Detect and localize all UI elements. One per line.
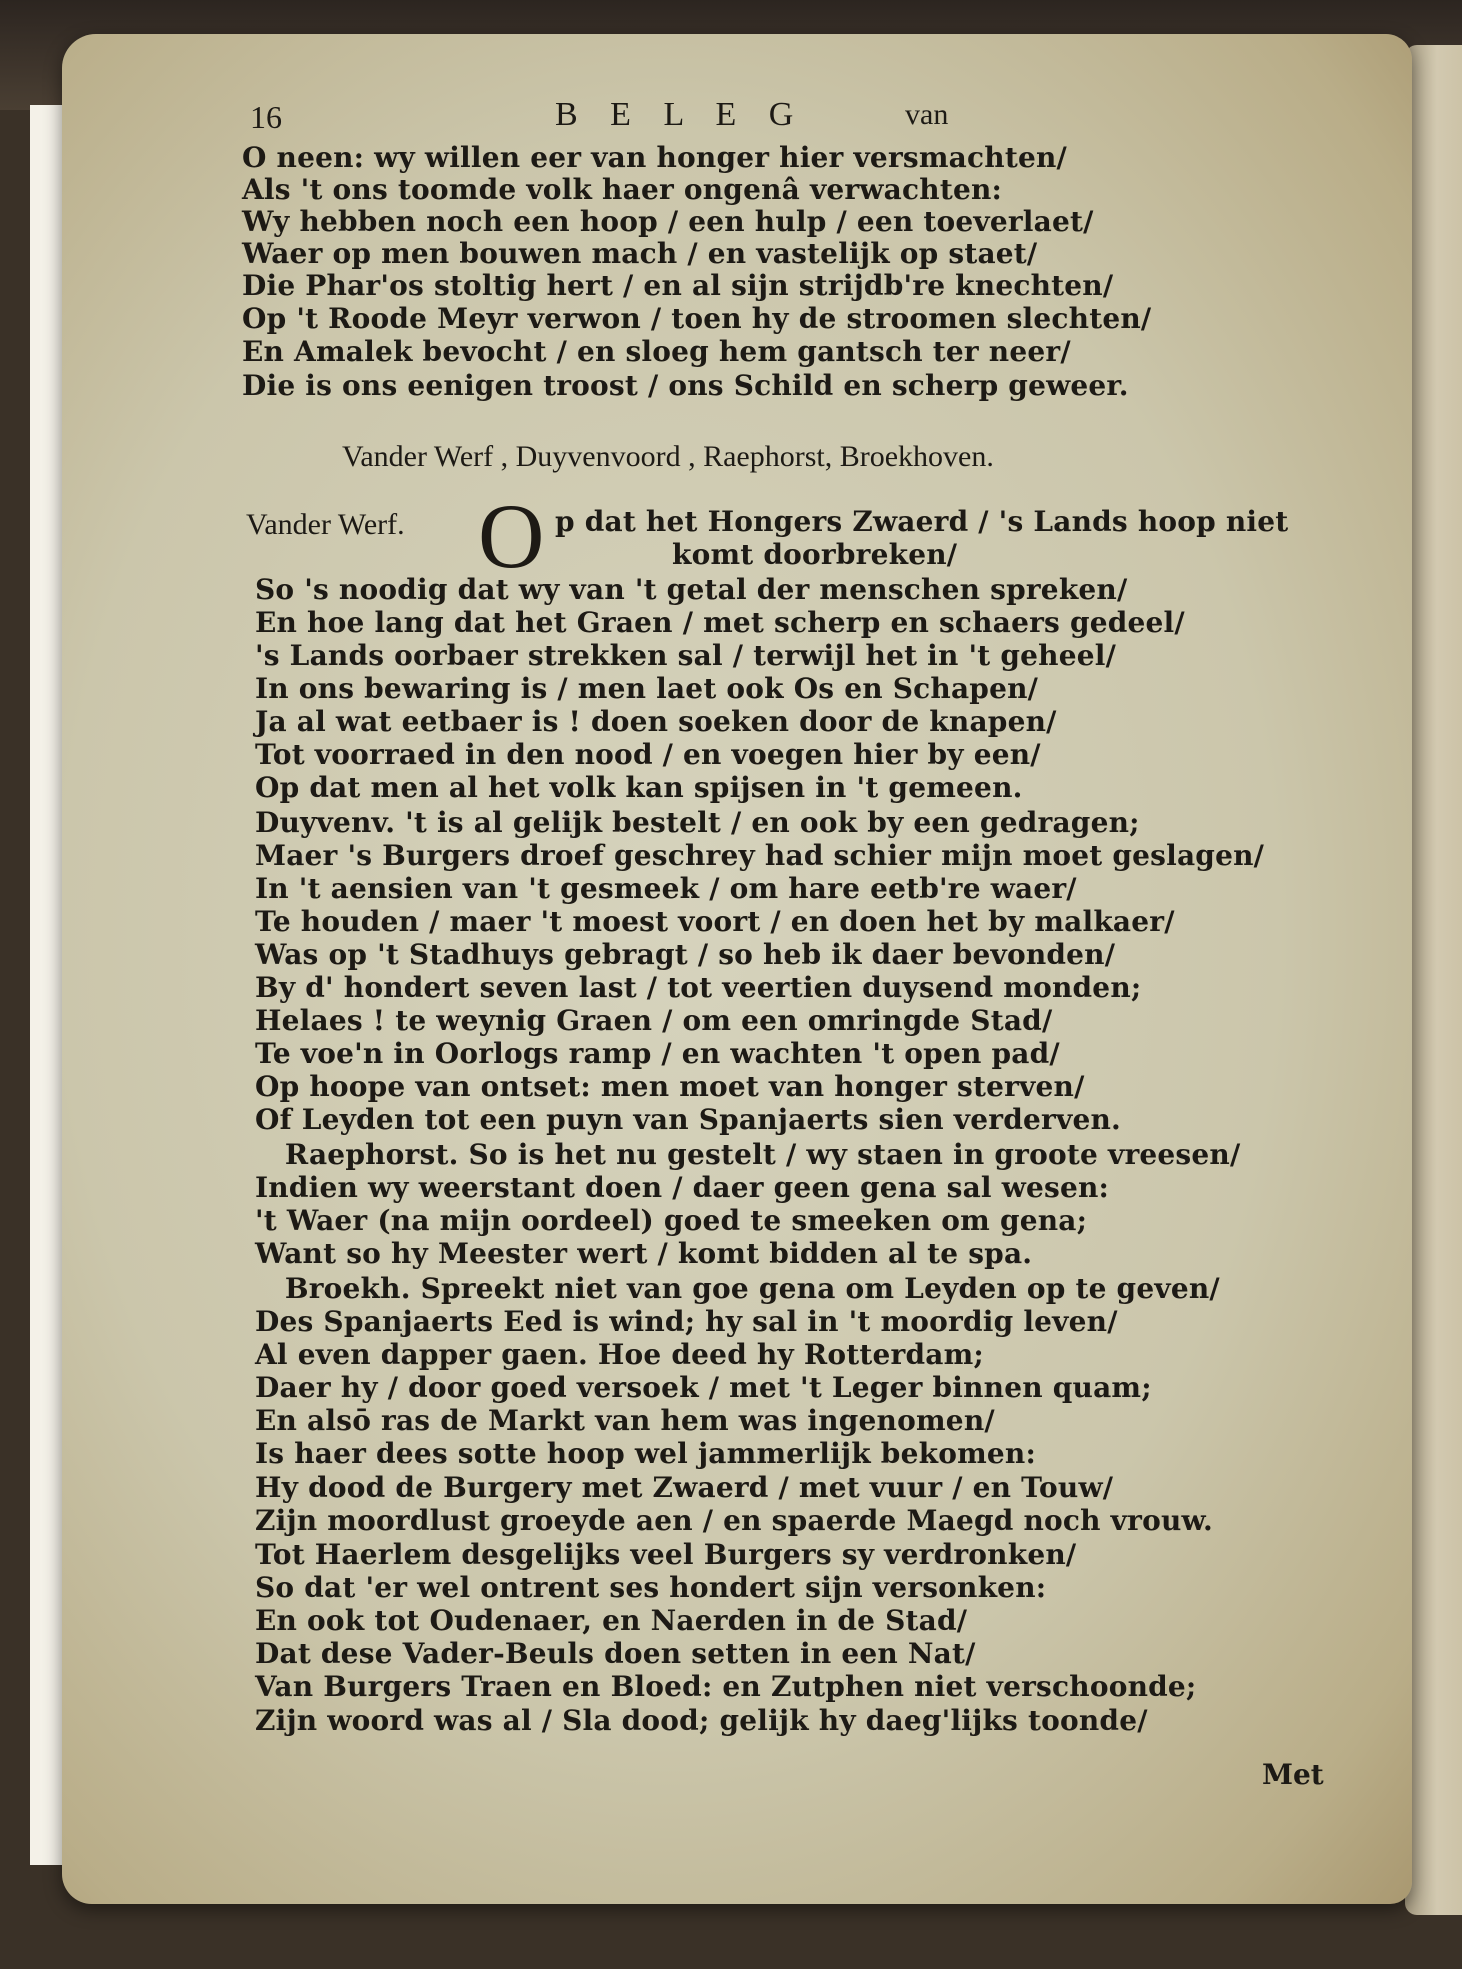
verse-line: Des Spanjaerts Eed is wind; hy sal in 't moordig leven/ [255,1305,1118,1338]
verse-line: Duyvenv. 't is al gelijk bestelt / en ook by een gedragen; [255,806,1140,839]
verse-line: En hoe lang dat het Graen / met scherp en schaers gedeel/ [255,606,1185,639]
verse-line: 's Lands oorbaer strekken sal / terwijl het in 't geheel/ [255,639,1116,672]
verse-line: Te houden / maer 't moest voort / en doen het by malkaer/ [255,905,1175,938]
running-head: B E L E G [555,96,806,133]
running-head-continuation: van [905,98,949,131]
verse-line: Zijn moordlust groeyde aen / en spaerde Maegd noch vrouw. [255,1504,1213,1537]
verse-line: Daer hy / door goed versoek / met 't Leger binnen quam; [255,1371,1152,1404]
verse-line: Of Leyden tot een puyn van Spanjaerts sien verderven. [255,1103,1121,1136]
verse-line: Die is ons eenigen troost / ons Schild en scherp geweer. [242,369,1129,402]
verse-line-first: p dat het Hongers Zwaerd / 's Lands hoop niet [555,505,1289,538]
verse-line: En alsō ras de Markt van hem was ingenomen/ [255,1404,995,1437]
page-number: 16 [250,99,282,135]
facing-page-edge [1405,45,1462,1915]
verse-line: Is haer dees sotte hoop wel jammerlijk bekomen: [255,1437,1036,1470]
verse-line: En ook tot Oudenaer, en Naerden in de Stad/ [255,1604,968,1637]
verse-line: En Amalek bevocht / en sloeg hem gantsch ter neer/ [242,335,1071,368]
verse-line: Ja al wat eetbaer is ! doen soeken door de knapen/ [255,705,1057,738]
verse-line: Op hoope van ontset: men moet van honger sterven/ [255,1070,1085,1103]
verse-line: Raephorst. So is het nu gestelt / wy staen in groote vreesen/ [255,1138,1241,1171]
verse-line: Want so hy Meester wert / komt bidden al te spa. [255,1237,1033,1270]
verse-line: Was op 't Stadhuys gebragt / so heb ik daer bevonden/ [255,938,1116,971]
catchword: Met [1262,1758,1324,1791]
verse-line: Indien wy weerstant doen / daer geen gena sal wesen: [255,1171,1110,1204]
verse-line: Op 't Roode Meyr verwon / toen hy de stroomen slechten/ [242,302,1152,335]
speakers-heading: Vander Werf , Duyvenvoord , Raephorst, Broekhoven. [342,440,994,473]
verse-line: Broekh. Spreekt niet van goe gena om Leyden op te geven/ [255,1272,1220,1305]
speaker-label: Vander Werf. [246,508,405,541]
verse-line: Die Phar'os stoltig hert / en al sijn strijdb're knechten/ [242,269,1114,302]
verse-line: Maer 's Burgers droef geschrey had schier mijn moet geslagen/ [255,839,1265,872]
verse-line: Op dat men al het volk kan spijsen in 't gemeen. [255,771,1023,804]
verse-line: In ons bewaring is / men laet ook Os en Schapen/ [255,672,1039,705]
verse-line: Al even dapper gaen. Hoe deed hy Rotterdam; [255,1338,984,1371]
verse-line: Te voe'n in Oorlogs ramp / en wachten 't open pad/ [255,1037,1060,1070]
verse-line: Tot voorraed in den nood / en voegen hier by een/ [255,738,1041,771]
verse-line: O neen: wy willen eer van honger hier versmachten/ [242,141,1067,174]
verse-line: In 't aensien van 't gesmeek / om hare eetb're waer/ [255,872,1077,905]
verse-line: Helaes ! te weynig Graen / om een omringde Stad/ [255,1004,1053,1037]
verse-line: So dat 'er wel ontrent ses hondert sijn versonken: [255,1571,1047,1604]
verse-line: 't Waer (na mijn oordeel) goed te smeeken om gena; [255,1204,1088,1237]
verse-line: So 's noodig dat wy van 't getal der menschen spreken/ [255,573,1128,606]
drop-cap: O [478,485,545,587]
verse-line: Tot Haerlem desgelijks veel Burgers sy verdronken/ [255,1538,1077,1571]
verse-line: Wy hebben noch een hoop / een hulp / een toeverlaet/ [242,205,1094,238]
verse-line: Waer op men bouwen mach / en vastelijk op staet/ [242,237,1038,270]
verse-line: By d' hondert seven last / tot veertien duysend monden; [255,971,1142,1004]
verse-line-first-cont: komt doorbreken/ [672,538,958,571]
verse-line: Dat dese Vader-Beuls doen setten in een Nat/ [255,1637,976,1670]
verse-line: Hy dood de Burgery met Zwaerd / met vuur / en Touw/ [255,1471,1114,1504]
verse-line: Zijn woord was al / Sla dood; gelijk hy daeg'lijks toonde/ [255,1704,1148,1737]
verse-line: Als 't ons toomde volk haer ongenâ verwachten: [242,173,1003,206]
verse-line: Van Burgers Traen en Bloed: en Zutphen niet verschoonde; [255,1670,1197,1703]
